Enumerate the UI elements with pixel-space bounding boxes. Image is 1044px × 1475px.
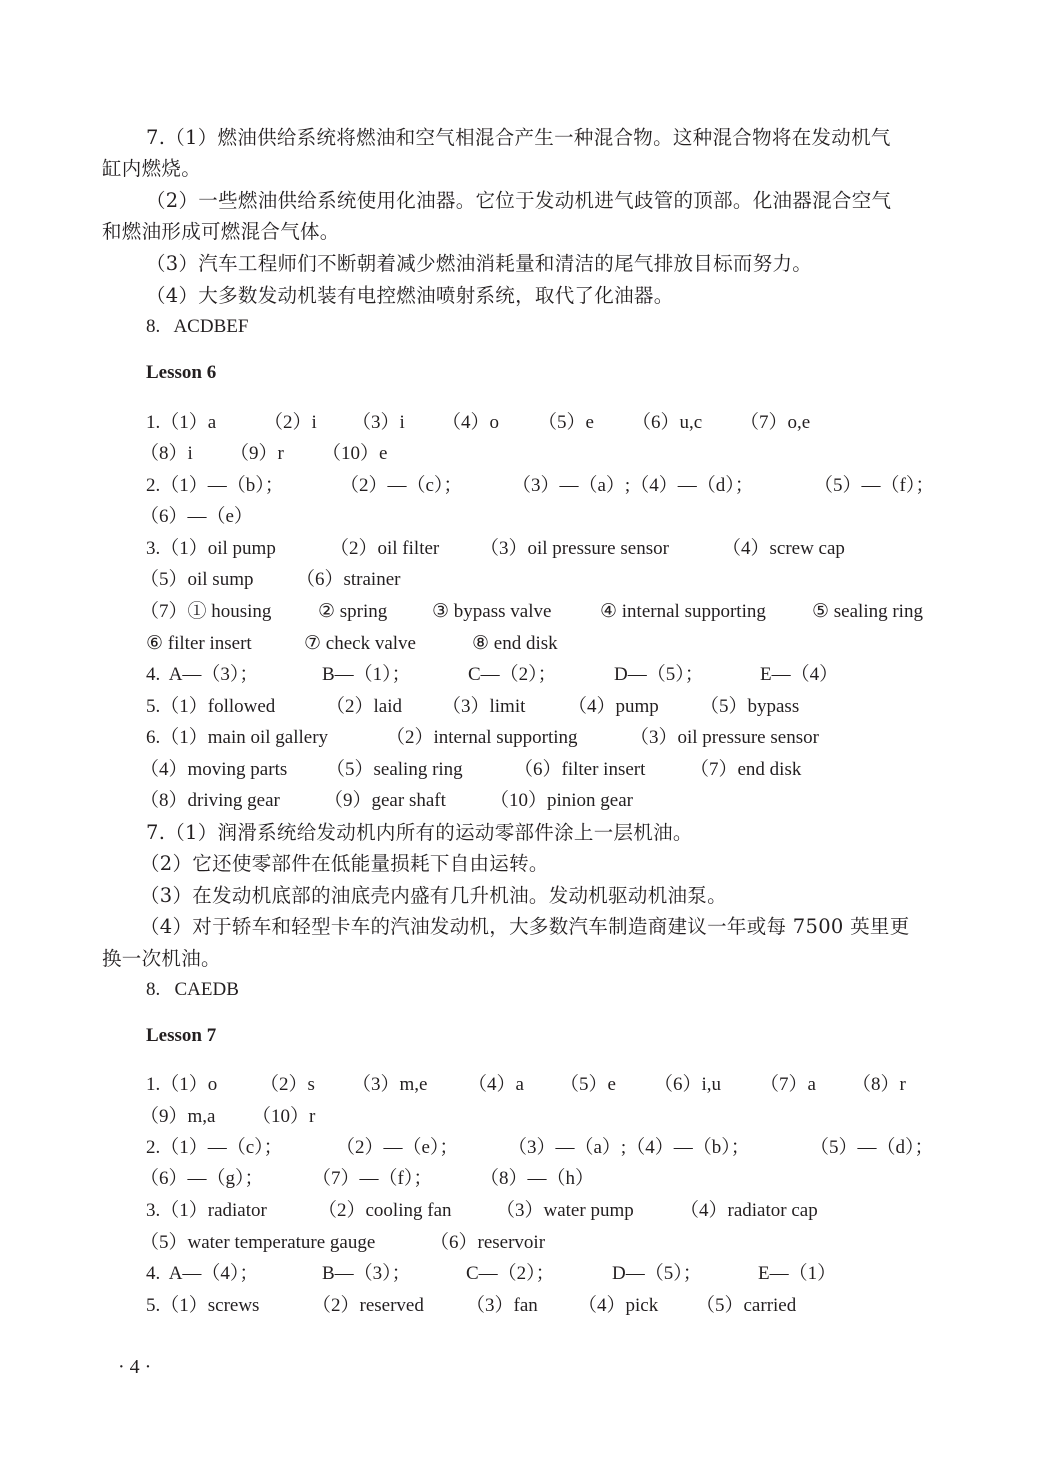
list-item: （5）carried xyxy=(696,1295,797,1316)
l6-q7-3: （3）在发动机底部的油底壳内盛有几升机油。发动机驱动机油泵。 xyxy=(140,884,727,907)
list-item: （3）m,e xyxy=(352,1074,428,1095)
list-item: （4）pump xyxy=(568,696,659,717)
list-item: （2）—（c）； xyxy=(340,475,463,496)
list-item: （6）filter insert xyxy=(514,759,646,780)
list-item: （5）—（f）； xyxy=(814,475,935,496)
l7-q2-row1 xyxy=(146,1135,946,1161)
list-item: 5.（1）followed xyxy=(146,696,276,717)
list-item: （6）reservoir xyxy=(430,1232,546,1253)
list-item: （10）r xyxy=(252,1106,316,1127)
list-item: （2）i xyxy=(264,412,317,433)
l6-q7-1: 7.（1）润滑系统给发动机内所有的运动零部件涂上一层机油。 xyxy=(146,821,693,844)
list-item: （3）limit xyxy=(442,696,526,717)
l5-q7-1-line2: 缸内燃烧。 xyxy=(102,157,202,180)
l6-q7-4-line1: （4）对于轿车和轻型卡车的汽油发动机，大多数汽车制造商建议一年或每 7500 英里更 xyxy=(140,915,910,938)
list-item: B—（3）； xyxy=(322,1263,411,1284)
l7-q2-row2 xyxy=(140,1166,740,1192)
list-item: E—（1） xyxy=(758,1263,837,1284)
l6-q6-row1 xyxy=(146,725,866,751)
list-item: （5）e xyxy=(560,1074,616,1095)
list-item: （3）water pump xyxy=(496,1200,634,1221)
list-item: （6）u,c xyxy=(632,412,703,433)
l6-q4 xyxy=(146,662,866,688)
list-item: （9）m,a xyxy=(140,1106,216,1127)
list-item: E—（4） xyxy=(760,664,839,685)
list-item: ⑥ filter insert xyxy=(146,633,252,654)
list-item: （4）screw cap xyxy=(722,538,845,559)
l5-q7-4: （4）大多数发动机装有电控燃油喷射系统，取代了化油器。 xyxy=(146,284,674,307)
l6-q1-row2 xyxy=(140,441,540,467)
list-item: 2.（1）—（b）； xyxy=(146,475,284,496)
l6-q7-4-line2: 换一次机油。 xyxy=(102,947,221,970)
list-item: （8）r xyxy=(852,1074,906,1095)
list-item: （5）bypass xyxy=(700,696,800,717)
l5-q7-2-line2: 和燃油形成可燃混合气体。 xyxy=(102,220,340,243)
list-item: （6）strainer xyxy=(296,569,401,590)
list-item: 2.（1）—（c）； xyxy=(146,1137,283,1158)
l6-q1-row1 xyxy=(146,410,946,436)
l6-q6-row3 xyxy=(140,788,740,814)
list-item: （5）sealing ring xyxy=(326,759,463,780)
list-item: （7）a xyxy=(760,1074,816,1095)
l6-q6-row2 xyxy=(140,757,860,783)
l6-q7-2: （2）它还使零部件在低能量损耗下自由运转。 xyxy=(140,852,549,875)
list-item: 4. A—（4）； xyxy=(146,1263,259,1284)
list-item: （6）i,u xyxy=(654,1074,722,1095)
lesson-6-heading: Lesson 6 xyxy=(146,362,217,383)
list-item: 3.（1）radiator xyxy=(146,1200,267,1221)
list-item: （10）e xyxy=(322,443,388,464)
l6-q8: 8. CAEDB xyxy=(146,979,239,1000)
list-item: D—（5）； xyxy=(614,664,704,685)
list-item: （7）① housing xyxy=(140,601,272,622)
list-item: （7）o,e xyxy=(740,412,811,433)
l6-q3-row4 xyxy=(146,631,646,657)
list-item: （3）fan xyxy=(466,1295,538,1316)
lesson-7-heading: Lesson 7 xyxy=(146,1025,217,1046)
list-item: （5）—（d）； xyxy=(810,1137,934,1158)
list-item: （4）o xyxy=(442,412,500,433)
l6-q5 xyxy=(146,694,866,720)
l7-q3-row1 xyxy=(146,1198,866,1224)
list-item: ③ bypass valve xyxy=(432,601,552,622)
l7-q1-row2 xyxy=(140,1104,440,1130)
l6-q3-row1 xyxy=(146,536,946,562)
list-item: （2）—（e）； xyxy=(336,1137,459,1158)
list-item: （2）s xyxy=(260,1074,315,1095)
list-item: （5）oil sump xyxy=(140,569,254,590)
l7-q4 xyxy=(146,1261,866,1287)
list-item: （9）r xyxy=(230,443,284,464)
l6-q2-row2 xyxy=(140,504,440,530)
list-item: （6）—（g）； xyxy=(140,1168,264,1189)
list-item: ⑤ sealing ring xyxy=(812,601,923,622)
list-item: （2）laid xyxy=(326,696,402,717)
l7-q1-row1 xyxy=(146,1072,946,1098)
l6-q3-row3 xyxy=(140,599,944,625)
list-item: ② spring xyxy=(318,601,388,622)
list-item: （2）cooling fan xyxy=(318,1200,452,1221)
list-item: 1.（1）a xyxy=(146,412,217,433)
list-item: （7）—（f）； xyxy=(312,1168,433,1189)
list-item: （2）reserved xyxy=(312,1295,424,1316)
page-number: · 4 · xyxy=(118,1356,152,1378)
list-item: （3）—（a）;（4）—（b）； xyxy=(508,1137,750,1158)
l6-q3-row2 xyxy=(140,567,540,593)
l7-q3-row2 xyxy=(140,1230,740,1256)
list-item: （4）moving parts xyxy=(140,759,288,780)
list-item: （3）i xyxy=(352,412,405,433)
list-item: （9）gear shaft xyxy=(324,790,446,811)
l7-q5 xyxy=(146,1293,866,1319)
list-item: （3）oil pressure sensor xyxy=(480,538,669,559)
list-item: （4）pick xyxy=(578,1295,659,1316)
list-item: ⑦ check valve xyxy=(304,633,416,654)
list-item: （8）—（h） xyxy=(480,1168,595,1189)
list-item: （10）pinion gear xyxy=(490,790,634,811)
list-item: （5）water temperature gauge xyxy=(140,1232,376,1253)
list-item: 3.（1）oil pump xyxy=(146,538,276,559)
list-item: 4. A—（3）； xyxy=(146,664,259,685)
list-item: （4）radiator cap xyxy=(680,1200,818,1221)
list-item: D—（5）； xyxy=(612,1263,702,1284)
list-item: （8）i xyxy=(140,443,193,464)
list-item: （2）internal supporting xyxy=(386,727,578,748)
list-item: 1.（1）o xyxy=(146,1074,218,1095)
list-item: B—（1）； xyxy=(322,664,411,685)
list-item: ⑧ end disk xyxy=(472,633,558,654)
list-item: ④ internal supporting xyxy=(600,601,766,622)
l5-q7-2-line1: （2）一些燃油供给系统使用化油器。它位于发动机进气歧管的顶部。化油器混合空气 xyxy=(146,189,892,212)
list-item: C—（2）； xyxy=(468,664,557,685)
l5-q7-3: （3）汽车工程师们不断朝着减少燃油消耗量和清洁的尾气排放目标而努力。 xyxy=(146,252,813,275)
l5-q7-1-line1: 7.（1）燃油供给系统将燃油和空气相混合产生一种混合物。这种混合物将在发动机气 xyxy=(146,126,891,149)
l5-q8: 8. ACDBEF xyxy=(146,316,249,337)
list-item: 6.（1）main oil gallery xyxy=(146,727,329,748)
list-item: （8）driving gear xyxy=(140,790,280,811)
list-item: （4）a xyxy=(468,1074,524,1095)
list-item: （3）—（a）;（4）—（d）； xyxy=(512,475,754,496)
l6-q2-row1 xyxy=(146,473,946,499)
list-item: 5.（1）screws xyxy=(146,1295,260,1316)
list-item: （6）—（e） xyxy=(140,506,253,527)
list-item: C—（2）； xyxy=(466,1263,555,1284)
list-item: （5）e xyxy=(538,412,594,433)
list-item: （7）end disk xyxy=(690,759,802,780)
list-item: （2）oil filter xyxy=(330,538,440,559)
list-item: （3）oil pressure sensor xyxy=(630,727,819,748)
